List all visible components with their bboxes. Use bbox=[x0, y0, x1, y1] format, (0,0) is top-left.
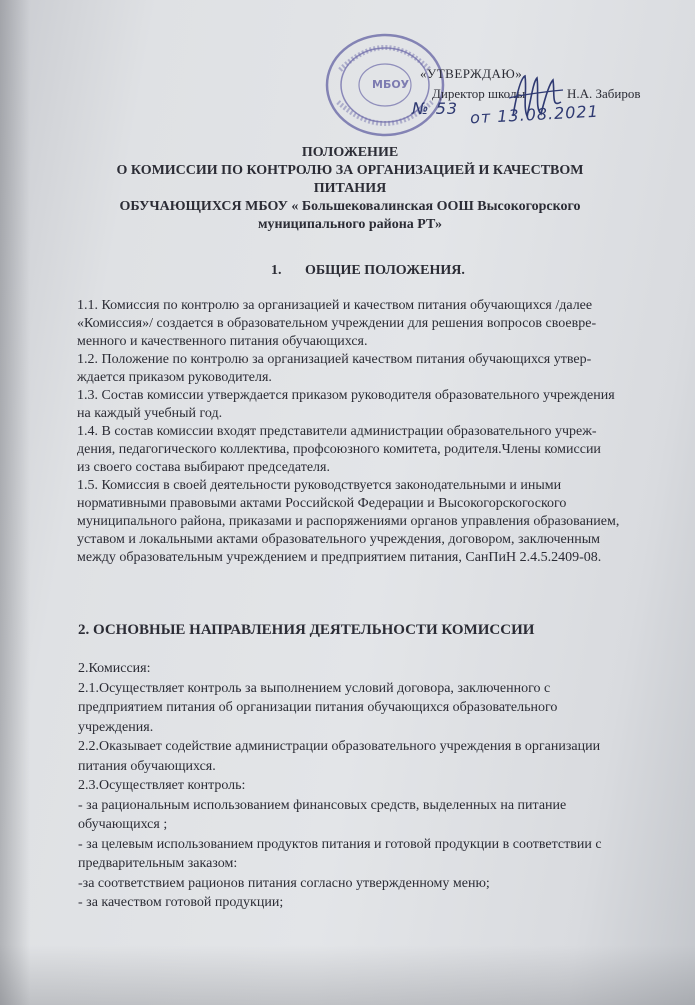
paragraph-line: питания обучающихся. bbox=[78, 758, 216, 774]
paragraph-line: - за целевым использованием продуктов питания и готовой продукции в соответствии с bbox=[78, 836, 602, 852]
section-1-heading: ОБЩИЕ ПОЛОЖЕНИЯ. bbox=[305, 263, 465, 278]
svg-text:МБОУ: МБОУ bbox=[372, 78, 410, 91]
paragraph-line: муниципального района, приказами и распоряжениями органов управления образованием, bbox=[77, 514, 620, 529]
paragraph-line: учреждения. bbox=[78, 719, 154, 735]
paragraph-line: обучающихся ; bbox=[78, 817, 168, 832]
page-shadow-left bbox=[0, 0, 30, 1005]
paragraph-line: нормативными правовыми актами Российской Федерации и Высокогорскогоского bbox=[77, 496, 567, 511]
document-title bbox=[100, 144, 600, 234]
paragraph-line: 1.2. Положение по контролю за организацией качеством питания обучающихся утвер- bbox=[77, 352, 592, 367]
approval-heading: «УТВЕРЖДАЮ» bbox=[420, 66, 523, 81]
paragraph-line: дения, педагогического коллектива, профсоюзного комитета, родителя.Члены комиссии bbox=[77, 442, 601, 457]
title-line: ПИТАНИЯ bbox=[313, 181, 387, 196]
paragraph-line: уставом и локальными актами образовательного учреждения, договором, заключенным bbox=[77, 532, 600, 547]
paragraph-line: 1.1. Комиссия по контролю за организацией и качеством питания обучающихся /далее bbox=[77, 298, 593, 313]
paragraph-line: 2.Комиссия: bbox=[78, 661, 151, 676]
section-2-body bbox=[78, 659, 688, 913]
paragraph-line: 1.4. В состав комиссии входят представители администрации образовательного учреж- bbox=[77, 424, 597, 439]
director-label: Директор школы bbox=[432, 86, 526, 101]
paragraph-line: между образовательным учреждением и предприятием питания, СанПиН 2.4.5.2409-08. bbox=[77, 550, 602, 565]
paragraph-line: «Комиссия»/ создается в образовательном учреждении для решения вопросов своевре- bbox=[77, 316, 597, 331]
order-number-handwritten: № 53 bbox=[412, 99, 459, 118]
paragraph-line: на каждый учебный год. bbox=[77, 406, 223, 421]
paragraph-line: 2.1.Осуществляет контроль за выполнением условий договора, заключенного с bbox=[78, 680, 551, 696]
director-name: Н.А. Забиров bbox=[567, 86, 641, 101]
paragraph-line: 1.3. Состав комиссии утверждается приказом руководителя образовательного учреждения bbox=[77, 388, 615, 403]
section-1-body bbox=[77, 297, 677, 567]
title-line: О КОМИССИИ ПО КОНТРОЛЮ ЗА ОРГАНИЗАЦИЕЙ И КАЧЕСТВОМ bbox=[116, 163, 584, 178]
paragraph-line: 2.3.Осуществляет контроль: bbox=[78, 778, 246, 793]
paragraph-line: менного и качественного питания обучающихся. bbox=[77, 334, 368, 349]
title-line: ОБУЧАЮЩИХСЯ МБОУ « Большековалинская ООШ Высокогорского bbox=[119, 199, 581, 214]
paragraph-line: ждается приказом руководителя. bbox=[77, 370, 272, 385]
paragraph-line: 2.2.Оказывает содействие администрации образовательного учреждения в организации bbox=[78, 739, 601, 754]
school-stamp-seal bbox=[320, 30, 450, 140]
paragraph-line: -за соответствием рационов питания согласно утвержденному меню; bbox=[78, 875, 490, 891]
section-1-number: 1. bbox=[271, 263, 282, 278]
title-line: муниципального района РТ» bbox=[258, 217, 442, 232]
order-date-handwritten: от 13.08.2021 bbox=[469, 101, 600, 128]
section-2-heading: 2. ОСНОВНЫЕ НАПРАВЛЕНИЯ ДЕЯТЕЛЬНОСТИ КОМИССИИ bbox=[78, 622, 535, 638]
paragraph-line: предварительным заказом: bbox=[78, 856, 238, 871]
paragraph-line: предприятием питания об организации питания обучающихся образовательного bbox=[78, 700, 558, 715]
paragraph-line: 1.5. Комиссия в своей деятельности руководствуется законодательными и иными bbox=[77, 478, 562, 493]
paragraph-line: из своего состава выбирают председателя. bbox=[77, 460, 330, 475]
paragraph-line: - за рациональным использованием финансовых средств, выделенных на питание bbox=[78, 797, 567, 813]
title-line: ПОЛОЖЕНИЕ bbox=[301, 145, 399, 160]
page-shadow-bottom bbox=[0, 945, 695, 1005]
paragraph-line: - за качеством готовой продукции; bbox=[78, 895, 284, 910]
